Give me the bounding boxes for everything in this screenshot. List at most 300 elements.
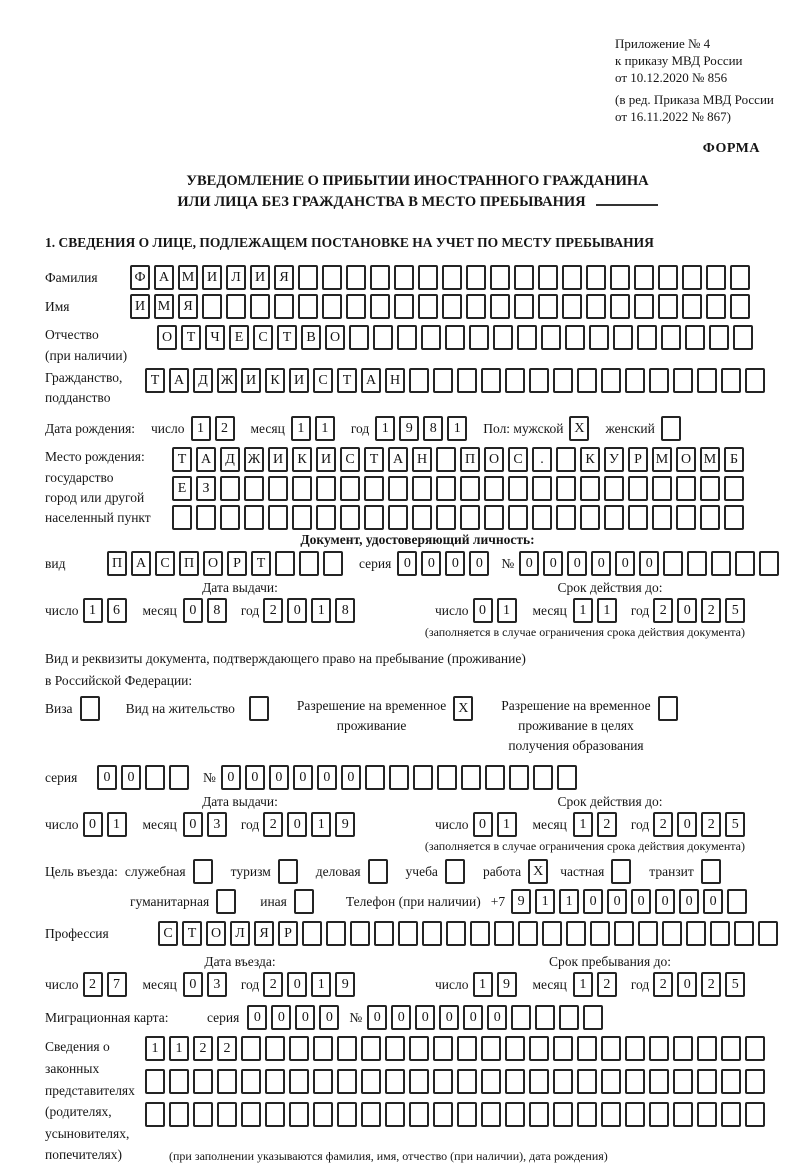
doc-expiry-day-cells[interactable]: [473, 598, 521, 623]
cell[interactable]: 0: [677, 598, 697, 623]
cell[interactable]: [697, 368, 717, 393]
cell[interactable]: Р: [278, 921, 298, 946]
cell[interactable]: [634, 294, 654, 319]
cell[interactable]: [433, 1102, 453, 1127]
cell[interactable]: [532, 476, 552, 501]
cell[interactable]: Ч: [205, 325, 225, 350]
cell[interactable]: [614, 921, 634, 946]
cell[interactable]: [80, 696, 100, 721]
cell[interactable]: [661, 416, 681, 441]
cell[interactable]: Т: [337, 368, 357, 393]
doc-number-cells[interactable]: [519, 551, 783, 576]
cell[interactable]: 0: [183, 598, 203, 623]
cell[interactable]: [745, 368, 765, 393]
cell[interactable]: [508, 476, 528, 501]
cell[interactable]: [553, 368, 573, 393]
cell[interactable]: [433, 368, 453, 393]
cell[interactable]: [758, 921, 778, 946]
cell[interactable]: [508, 505, 528, 530]
cell[interactable]: 0: [519, 551, 539, 576]
cell[interactable]: [529, 368, 549, 393]
cell[interactable]: [322, 294, 342, 319]
cell[interactable]: [565, 325, 585, 350]
citizenship-cells[interactable]: [145, 368, 769, 393]
cell[interactable]: 0: [183, 812, 203, 837]
cell[interactable]: 2: [701, 812, 721, 837]
cell[interactable]: [196, 505, 216, 530]
cell[interactable]: [577, 1102, 597, 1127]
cell[interactable]: П: [460, 447, 480, 472]
cell[interactable]: [580, 505, 600, 530]
cell[interactable]: Т: [181, 325, 201, 350]
cell[interactable]: [337, 1036, 357, 1061]
cell[interactable]: [628, 476, 648, 501]
cell[interactable]: [604, 476, 624, 501]
cell[interactable]: [340, 476, 360, 501]
cell[interactable]: [172, 505, 192, 530]
cell[interactable]: [313, 1036, 333, 1061]
representatives-cells-2[interactable]: [145, 1069, 769, 1094]
cell[interactable]: [553, 1102, 573, 1127]
cell[interactable]: [470, 921, 490, 946]
cell[interactable]: 0: [341, 765, 361, 790]
birthplace-cells-3[interactable]: [172, 505, 748, 530]
cell[interactable]: К: [580, 447, 600, 472]
cell[interactable]: [652, 505, 672, 530]
cell[interactable]: 2: [653, 598, 673, 623]
cell[interactable]: [316, 476, 336, 501]
cell[interactable]: [709, 325, 729, 350]
cell[interactable]: 1: [311, 972, 331, 997]
cell[interactable]: [481, 1102, 501, 1127]
cell[interactable]: [649, 1036, 669, 1061]
cell[interactable]: И: [316, 447, 336, 472]
cell[interactable]: 0: [317, 765, 337, 790]
cell[interactable]: [662, 921, 682, 946]
cell[interactable]: [634, 265, 654, 290]
cell[interactable]: [735, 551, 755, 576]
birthplace-cells-2[interactable]: [172, 476, 748, 501]
cell[interactable]: [346, 294, 366, 319]
doc-issue-year-cells[interactable]: [263, 598, 359, 623]
cell[interactable]: 0: [183, 972, 203, 997]
cell[interactable]: [517, 325, 537, 350]
cell[interactable]: [538, 265, 558, 290]
cell[interactable]: Т: [251, 551, 271, 576]
cell[interactable]: [313, 1069, 333, 1094]
cell[interactable]: [216, 889, 236, 914]
cell[interactable]: [412, 505, 432, 530]
entry-day-cells[interactable]: [83, 972, 131, 997]
cell[interactable]: [649, 368, 669, 393]
firstname-cells[interactable]: [130, 294, 754, 319]
cell[interactable]: [556, 476, 576, 501]
cell[interactable]: Ж: [244, 447, 264, 472]
cell[interactable]: [389, 765, 409, 790]
purpose-tourism-checkbox[interactable]: [278, 859, 302, 884]
cell[interactable]: [721, 368, 741, 393]
cell[interactable]: [673, 1069, 693, 1094]
sex-female-checkbox[interactable]: [661, 416, 685, 441]
cell[interactable]: 0: [607, 889, 627, 914]
cell[interactable]: [711, 551, 731, 576]
residence-number-cells[interactable]: [221, 765, 581, 790]
cell[interactable]: [226, 294, 246, 319]
cell[interactable]: [469, 325, 489, 350]
cell[interactable]: [299, 551, 319, 576]
cell[interactable]: 1: [447, 416, 467, 441]
cell[interactable]: [421, 325, 441, 350]
cell[interactable]: [457, 1069, 477, 1094]
cell[interactable]: [442, 294, 462, 319]
cell[interactable]: И: [241, 368, 261, 393]
cell[interactable]: [193, 1069, 213, 1094]
cell[interactable]: 1: [291, 416, 311, 441]
cell[interactable]: [385, 1069, 405, 1094]
cell[interactable]: [556, 447, 576, 472]
cell[interactable]: [673, 368, 693, 393]
cell[interactable]: [298, 294, 318, 319]
cell[interactable]: [556, 505, 576, 530]
cell[interactable]: 0: [391, 1005, 411, 1030]
residence-expiry-year-cells[interactable]: [653, 812, 749, 837]
cell[interactable]: С: [340, 447, 360, 472]
cell[interactable]: 0: [439, 1005, 459, 1030]
cell[interactable]: [685, 325, 705, 350]
cell[interactable]: 9: [511, 889, 531, 914]
cell[interactable]: [577, 368, 597, 393]
cell[interactable]: 2: [83, 972, 103, 997]
cell[interactable]: И: [130, 294, 150, 319]
cell[interactable]: И: [289, 368, 309, 393]
cell[interactable]: [418, 265, 438, 290]
cell[interactable]: Т: [182, 921, 202, 946]
stay-month-cells[interactable]: [573, 972, 621, 997]
cell[interactable]: [422, 921, 442, 946]
cell[interactable]: Т: [172, 447, 192, 472]
cell[interactable]: [294, 889, 314, 914]
cell[interactable]: 1: [311, 812, 331, 837]
cell[interactable]: Т: [277, 325, 297, 350]
cell[interactable]: [145, 1069, 165, 1094]
cell[interactable]: [493, 325, 513, 350]
cell[interactable]: 1: [573, 598, 593, 623]
cell[interactable]: [559, 1005, 579, 1030]
cell[interactable]: Р: [628, 447, 648, 472]
cell[interactable]: 0: [97, 765, 117, 790]
cell[interactable]: В: [301, 325, 321, 350]
cell[interactable]: 0: [287, 972, 307, 997]
cell[interactable]: [292, 476, 312, 501]
cell[interactable]: 0: [367, 1005, 387, 1030]
purpose-humanitarian-checkbox[interactable]: [216, 889, 240, 914]
cell[interactable]: [625, 1069, 645, 1094]
migration-series-cells[interactable]: [247, 1005, 343, 1030]
cell[interactable]: [676, 505, 696, 530]
cell[interactable]: X: [453, 696, 473, 721]
cell[interactable]: [505, 1102, 525, 1127]
cell[interactable]: [437, 765, 457, 790]
cell[interactable]: [145, 1102, 165, 1127]
cell[interactable]: [625, 368, 645, 393]
cell[interactable]: 0: [591, 551, 611, 576]
cell[interactable]: [361, 1036, 381, 1061]
cell[interactable]: [490, 294, 510, 319]
cell[interactable]: [687, 551, 707, 576]
cell[interactable]: Д: [193, 368, 213, 393]
cell[interactable]: [350, 921, 370, 946]
cell[interactable]: [658, 265, 678, 290]
cell[interactable]: К: [265, 368, 285, 393]
cell[interactable]: А: [361, 368, 381, 393]
cell[interactable]: [706, 265, 726, 290]
cell[interactable]: 1: [497, 598, 517, 623]
cell[interactable]: [409, 368, 429, 393]
cell[interactable]: С: [508, 447, 528, 472]
cell[interactable]: [361, 1069, 381, 1094]
cell[interactable]: [710, 921, 730, 946]
cell[interactable]: [268, 476, 288, 501]
cell[interactable]: [412, 476, 432, 501]
cell[interactable]: [484, 476, 504, 501]
cell[interactable]: [610, 294, 630, 319]
cell[interactable]: 0: [121, 765, 141, 790]
cell[interactable]: [241, 1069, 261, 1094]
cell[interactable]: [724, 476, 744, 501]
cell[interactable]: Л: [230, 921, 250, 946]
cell[interactable]: Ф: [130, 265, 150, 290]
cell[interactable]: [485, 765, 505, 790]
purpose-study-checkbox[interactable]: [445, 859, 469, 884]
cell[interactable]: [557, 765, 577, 790]
cell[interactable]: 0: [469, 551, 489, 576]
cell[interactable]: [701, 859, 721, 884]
cell[interactable]: И: [250, 265, 270, 290]
cell[interactable]: 0: [247, 1005, 267, 1030]
cell[interactable]: 2: [701, 598, 721, 623]
cell[interactable]: 2: [653, 972, 673, 997]
cell[interactable]: [313, 1102, 333, 1127]
cell[interactable]: 0: [287, 812, 307, 837]
cell[interactable]: [418, 294, 438, 319]
cell[interactable]: [562, 265, 582, 290]
cell[interactable]: [532, 505, 552, 530]
cell[interactable]: 5: [725, 972, 745, 997]
cell[interactable]: [436, 476, 456, 501]
purpose-work-checkbox[interactable]: [528, 859, 552, 884]
cell[interactable]: X: [528, 859, 548, 884]
cell[interactable]: 0: [295, 1005, 315, 1030]
cell[interactable]: [529, 1069, 549, 1094]
cell[interactable]: 7: [107, 972, 127, 997]
cell[interactable]: 6: [107, 598, 127, 623]
cell[interactable]: О: [676, 447, 696, 472]
phone-cells[interactable]: [511, 889, 751, 914]
cell[interactable]: [511, 1005, 531, 1030]
cell[interactable]: [193, 1102, 213, 1127]
cell[interactable]: [275, 551, 295, 576]
patronymic-cells[interactable]: [157, 325, 757, 350]
cell[interactable]: 2: [215, 416, 235, 441]
residence-issue-year-cells[interactable]: [263, 812, 359, 837]
cell[interactable]: 1: [559, 889, 579, 914]
purpose-transit-checkbox[interactable]: [701, 859, 725, 884]
cell[interactable]: [577, 1069, 597, 1094]
cell[interactable]: 1: [315, 416, 335, 441]
migration-number-cells[interactable]: [367, 1005, 607, 1030]
cell[interactable]: [562, 294, 582, 319]
cell[interactable]: [611, 859, 631, 884]
cell[interactable]: 1: [573, 972, 593, 997]
cell[interactable]: [460, 505, 480, 530]
cell[interactable]: Т: [145, 368, 165, 393]
cell[interactable]: 0: [445, 551, 465, 576]
cell[interactable]: [337, 1102, 357, 1127]
cell[interactable]: [583, 1005, 603, 1030]
cell[interactable]: Ж: [217, 368, 237, 393]
cell[interactable]: 9: [335, 972, 355, 997]
doc-expiry-year-cells[interactable]: [653, 598, 749, 623]
cell[interactable]: [535, 1005, 555, 1030]
cell[interactable]: З: [196, 476, 216, 501]
cell[interactable]: 0: [473, 598, 493, 623]
cell[interactable]: 1: [145, 1036, 165, 1061]
cell[interactable]: [346, 265, 366, 290]
cell[interactable]: 5: [725, 812, 745, 837]
cell[interactable]: 8: [335, 598, 355, 623]
cell[interactable]: 0: [703, 889, 723, 914]
cell[interactable]: 0: [487, 1005, 507, 1030]
cell[interactable]: [601, 1069, 621, 1094]
cell[interactable]: [721, 1069, 741, 1094]
doc-series-cells[interactable]: [397, 551, 493, 576]
cell[interactable]: [461, 765, 481, 790]
cell[interactable]: [249, 696, 269, 721]
residence-issue-month-cells[interactable]: [183, 812, 231, 837]
birth-day-cells[interactable]: [191, 416, 239, 441]
cell[interactable]: [481, 1036, 501, 1061]
cell[interactable]: [169, 1069, 189, 1094]
cell[interactable]: [385, 1102, 405, 1127]
cell[interactable]: [481, 1069, 501, 1094]
cell[interactable]: [370, 265, 390, 290]
cell[interactable]: 0: [567, 551, 587, 576]
cell[interactable]: 1: [497, 812, 517, 837]
cell[interactable]: [322, 265, 342, 290]
cell[interactable]: [509, 765, 529, 790]
cell[interactable]: 0: [269, 765, 289, 790]
cell[interactable]: [589, 325, 609, 350]
cell[interactable]: К: [292, 447, 312, 472]
cell[interactable]: 0: [421, 551, 441, 576]
birth-month-cells[interactable]: [291, 416, 339, 441]
cell[interactable]: [638, 921, 658, 946]
cell[interactable]: А: [388, 447, 408, 472]
cell[interactable]: 0: [287, 598, 307, 623]
cell[interactable]: [370, 294, 390, 319]
residence-expiry-month-cells[interactable]: [573, 812, 621, 837]
cell[interactable]: О: [203, 551, 223, 576]
sex-male-checkbox[interactable]: [569, 416, 593, 441]
doc-issue-day-cells[interactable]: [83, 598, 131, 623]
entry-year-cells[interactable]: [263, 972, 359, 997]
cell[interactable]: 1: [535, 889, 555, 914]
cell[interactable]: 0: [293, 765, 313, 790]
doc-type-cells[interactable]: [107, 551, 347, 576]
doc-issue-month-cells[interactable]: [183, 598, 231, 623]
cell[interactable]: М: [700, 447, 720, 472]
cell[interactable]: А: [154, 265, 174, 290]
cell[interactable]: [625, 1036, 645, 1061]
cell[interactable]: 8: [423, 416, 443, 441]
cell[interactable]: [433, 1036, 453, 1061]
cell[interactable]: [394, 265, 414, 290]
cell[interactable]: А: [169, 368, 189, 393]
cell[interactable]: [590, 921, 610, 946]
cell[interactable]: 1: [191, 416, 211, 441]
cell[interactable]: [625, 1102, 645, 1127]
cell[interactable]: [566, 921, 586, 946]
cell[interactable]: [409, 1102, 429, 1127]
cell[interactable]: И: [202, 265, 222, 290]
cell[interactable]: [697, 1102, 717, 1127]
cell[interactable]: 0: [615, 551, 635, 576]
cell[interactable]: [686, 921, 706, 946]
cell[interactable]: [577, 1036, 597, 1061]
cell[interactable]: И: [268, 447, 288, 472]
cell[interactable]: [365, 765, 385, 790]
cell[interactable]: [745, 1069, 765, 1094]
cell[interactable]: [169, 1102, 189, 1127]
cell[interactable]: Н: [412, 447, 432, 472]
cell[interactable]: 8: [207, 598, 227, 623]
cell[interactable]: [385, 1036, 405, 1061]
cell[interactable]: [697, 1036, 717, 1061]
cell[interactable]: [340, 505, 360, 530]
cell[interactable]: О: [325, 325, 345, 350]
cell[interactable]: [745, 1036, 765, 1061]
cell[interactable]: [649, 1069, 669, 1094]
cell[interactable]: [436, 505, 456, 530]
cell[interactable]: [265, 1102, 285, 1127]
cell[interactable]: [724, 505, 744, 530]
cell[interactable]: М: [652, 447, 672, 472]
cell[interactable]: [361, 1102, 381, 1127]
cell[interactable]: 1: [169, 1036, 189, 1061]
cell[interactable]: 0: [319, 1005, 339, 1030]
purpose-business-checkbox[interactable]: [368, 859, 392, 884]
cell[interactable]: [466, 265, 486, 290]
cell[interactable]: [373, 325, 393, 350]
cell[interactable]: 9: [497, 972, 517, 997]
cell[interactable]: [733, 325, 753, 350]
cell[interactable]: 0: [583, 889, 603, 914]
cell[interactable]: [337, 1069, 357, 1094]
cell[interactable]: [274, 294, 294, 319]
cell[interactable]: [505, 1069, 525, 1094]
cell[interactable]: [397, 325, 417, 350]
cell[interactable]: [445, 859, 465, 884]
cell[interactable]: [661, 325, 681, 350]
residence-expiry-day-cells[interactable]: [473, 812, 521, 837]
cell[interactable]: [580, 476, 600, 501]
cell[interactable]: [217, 1069, 237, 1094]
cell[interactable]: 3: [207, 812, 227, 837]
cell[interactable]: [658, 696, 678, 721]
residence-permit-checkbox[interactable]: [249, 696, 273, 721]
cell[interactable]: М: [178, 265, 198, 290]
cell[interactable]: [193, 859, 213, 884]
